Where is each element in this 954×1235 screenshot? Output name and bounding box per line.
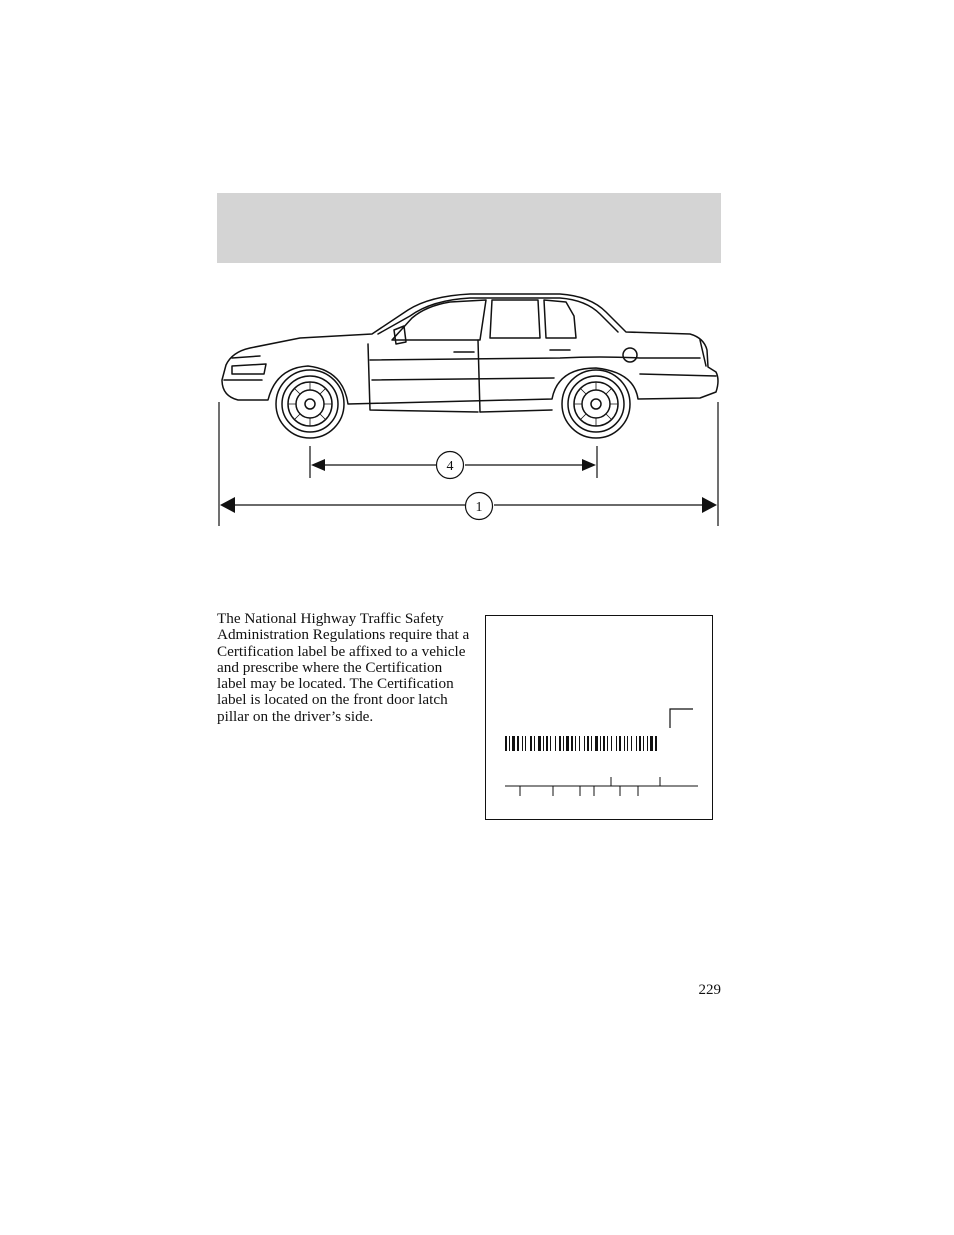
barcode-bar <box>619 736 621 751</box>
barcode-bar <box>538 736 541 751</box>
barcode-bar <box>563 736 564 751</box>
barcode-bar <box>579 736 580 751</box>
vehicle-dimensions-figure <box>0 280 954 540</box>
barcode-bar <box>643 736 644 751</box>
barcode-bar <box>607 736 608 751</box>
barcode-bar <box>655 736 657 751</box>
barcode-bar <box>505 736 507 751</box>
barcode-bar <box>616 736 617 751</box>
barcode-bar <box>631 736 632 751</box>
certification-label-illustration <box>485 615 713 820</box>
barcode-bar <box>587 736 589 751</box>
barcode-bar <box>550 736 551 751</box>
vin-barcode <box>505 736 657 751</box>
section-header-band <box>217 193 721 263</box>
barcode-bar <box>591 736 592 751</box>
barcode-bar <box>595 736 598 751</box>
barcode-bar <box>627 736 628 751</box>
label-bracket <box>670 709 693 728</box>
label-data-line <box>505 777 698 796</box>
barcode-bar <box>522 736 523 751</box>
barcode-bar <box>647 736 648 751</box>
overall-length-callout-number: 1 <box>475 500 483 515</box>
wheelbase-callout <box>437 452 464 479</box>
barcode-bar <box>584 736 585 751</box>
barcode-bar <box>534 736 535 751</box>
barcode-bar <box>543 736 544 751</box>
barcode-bar <box>566 736 569 751</box>
barcode-bar <box>603 736 605 751</box>
certification-label-graphic <box>486 616 714 821</box>
barcode-bar <box>639 736 641 751</box>
barcode-bar <box>530 736 532 751</box>
barcode-bar <box>559 736 561 751</box>
overall-length-callout <box>466 493 493 520</box>
barcode-bar <box>509 736 510 751</box>
barcode-bar <box>611 736 612 751</box>
barcode-bar <box>600 736 601 751</box>
wheelbase-callout-number: 4 <box>446 459 454 474</box>
page-number: 229 <box>698 982 721 998</box>
barcode-bar <box>546 736 548 751</box>
barcode-bar <box>517 736 519 751</box>
barcode-bar <box>571 736 573 751</box>
barcode-bar <box>650 736 653 751</box>
barcode-bar <box>636 736 637 751</box>
certification-label-paragraph: The National Highway Traffic Safety Administration Regulations require that a Certification label be affixed to a vehicle and prescribe where the Certification label may be located. The Certification label is located on the front door latch pillar on the driver’s side. <box>217 610 470 725</box>
barcode-bar <box>575 736 576 751</box>
vehicle-side-view <box>0 280 954 540</box>
barcode-bar <box>512 736 515 751</box>
barcode-bar <box>624 736 625 751</box>
barcode-bar <box>525 736 526 751</box>
barcode-bar <box>555 736 556 751</box>
